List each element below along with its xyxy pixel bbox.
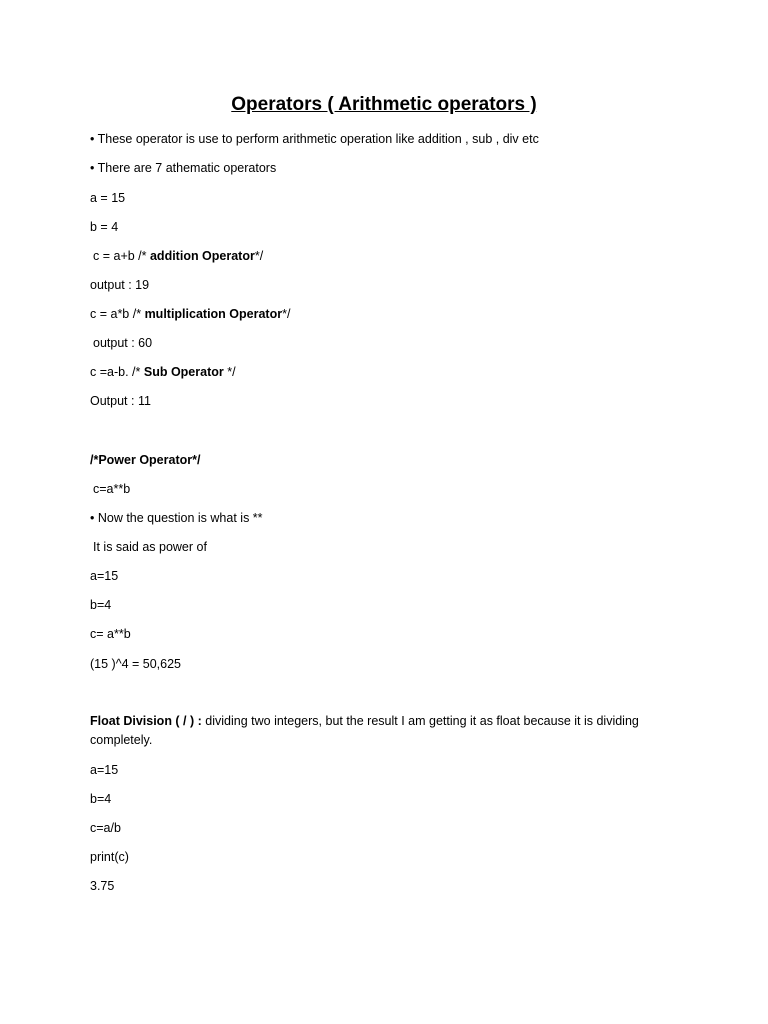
float-result: 3.75 — [90, 879, 115, 893]
power-explanation: It is said as power of — [93, 540, 207, 554]
addition-output: output : 19 — [90, 278, 150, 292]
multiplication-comment-end: */ — [282, 307, 291, 321]
subtraction-line — [90, 365, 236, 380]
addition-label: addition Operator — [149, 249, 255, 263]
subtraction-label: Sub Operator — [143, 365, 224, 379]
power-a: a=15 — [90, 569, 119, 583]
a-assignment: a = 15 — [90, 191, 126, 205]
float-print: print(c) — [90, 850, 129, 864]
multiplication-output: output : 60 — [93, 336, 153, 350]
power-question: • Now the question is what is ** — [90, 511, 263, 525]
bullet-arithmetic-description: • These operator is use to perform arithmetic operation like addition , sub , div etc — [90, 132, 539, 146]
float-c: c=a/b — [90, 821, 121, 835]
addition-line — [93, 249, 263, 264]
float-division-paragraph — [90, 712, 670, 750]
page-title: Operators ( Arithmetic operators ) — [231, 94, 537, 115]
subtraction-code: c =a-b. /* — [90, 365, 144, 379]
bullet-operator-count: • There are 7 athematic operators — [90, 161, 277, 175]
b-assignment: b = 4 — [90, 220, 119, 234]
power-heading: /*Power Operator*/ — [90, 453, 201, 467]
addition-comment-end: */ — [254, 249, 264, 263]
subtraction-output: Output : 11 — [90, 394, 151, 408]
float-a: a=15 — [90, 763, 119, 777]
multiplication-line — [90, 307, 290, 322]
multiplication-code: c = a*b /* — [90, 307, 145, 321]
addition-code: c = a+b /* — [93, 249, 150, 263]
float-division-label: Float Division ( / ) : — [90, 714, 202, 728]
subtraction-comment-end: */ — [223, 365, 236, 379]
power-c: c= a**b — [90, 627, 131, 641]
float-b: b=4 — [90, 792, 112, 806]
power-code: c=a**b — [93, 482, 131, 496]
multiplication-label: multiplication Operator — [144, 307, 283, 321]
float-division-description: dividing two integers, but the result I am getting it as float because it is dividing completely. — [90, 714, 639, 747]
power-result: (15 )^4 = 50,625 — [90, 657, 181, 671]
power-b: b=4 — [90, 598, 112, 612]
